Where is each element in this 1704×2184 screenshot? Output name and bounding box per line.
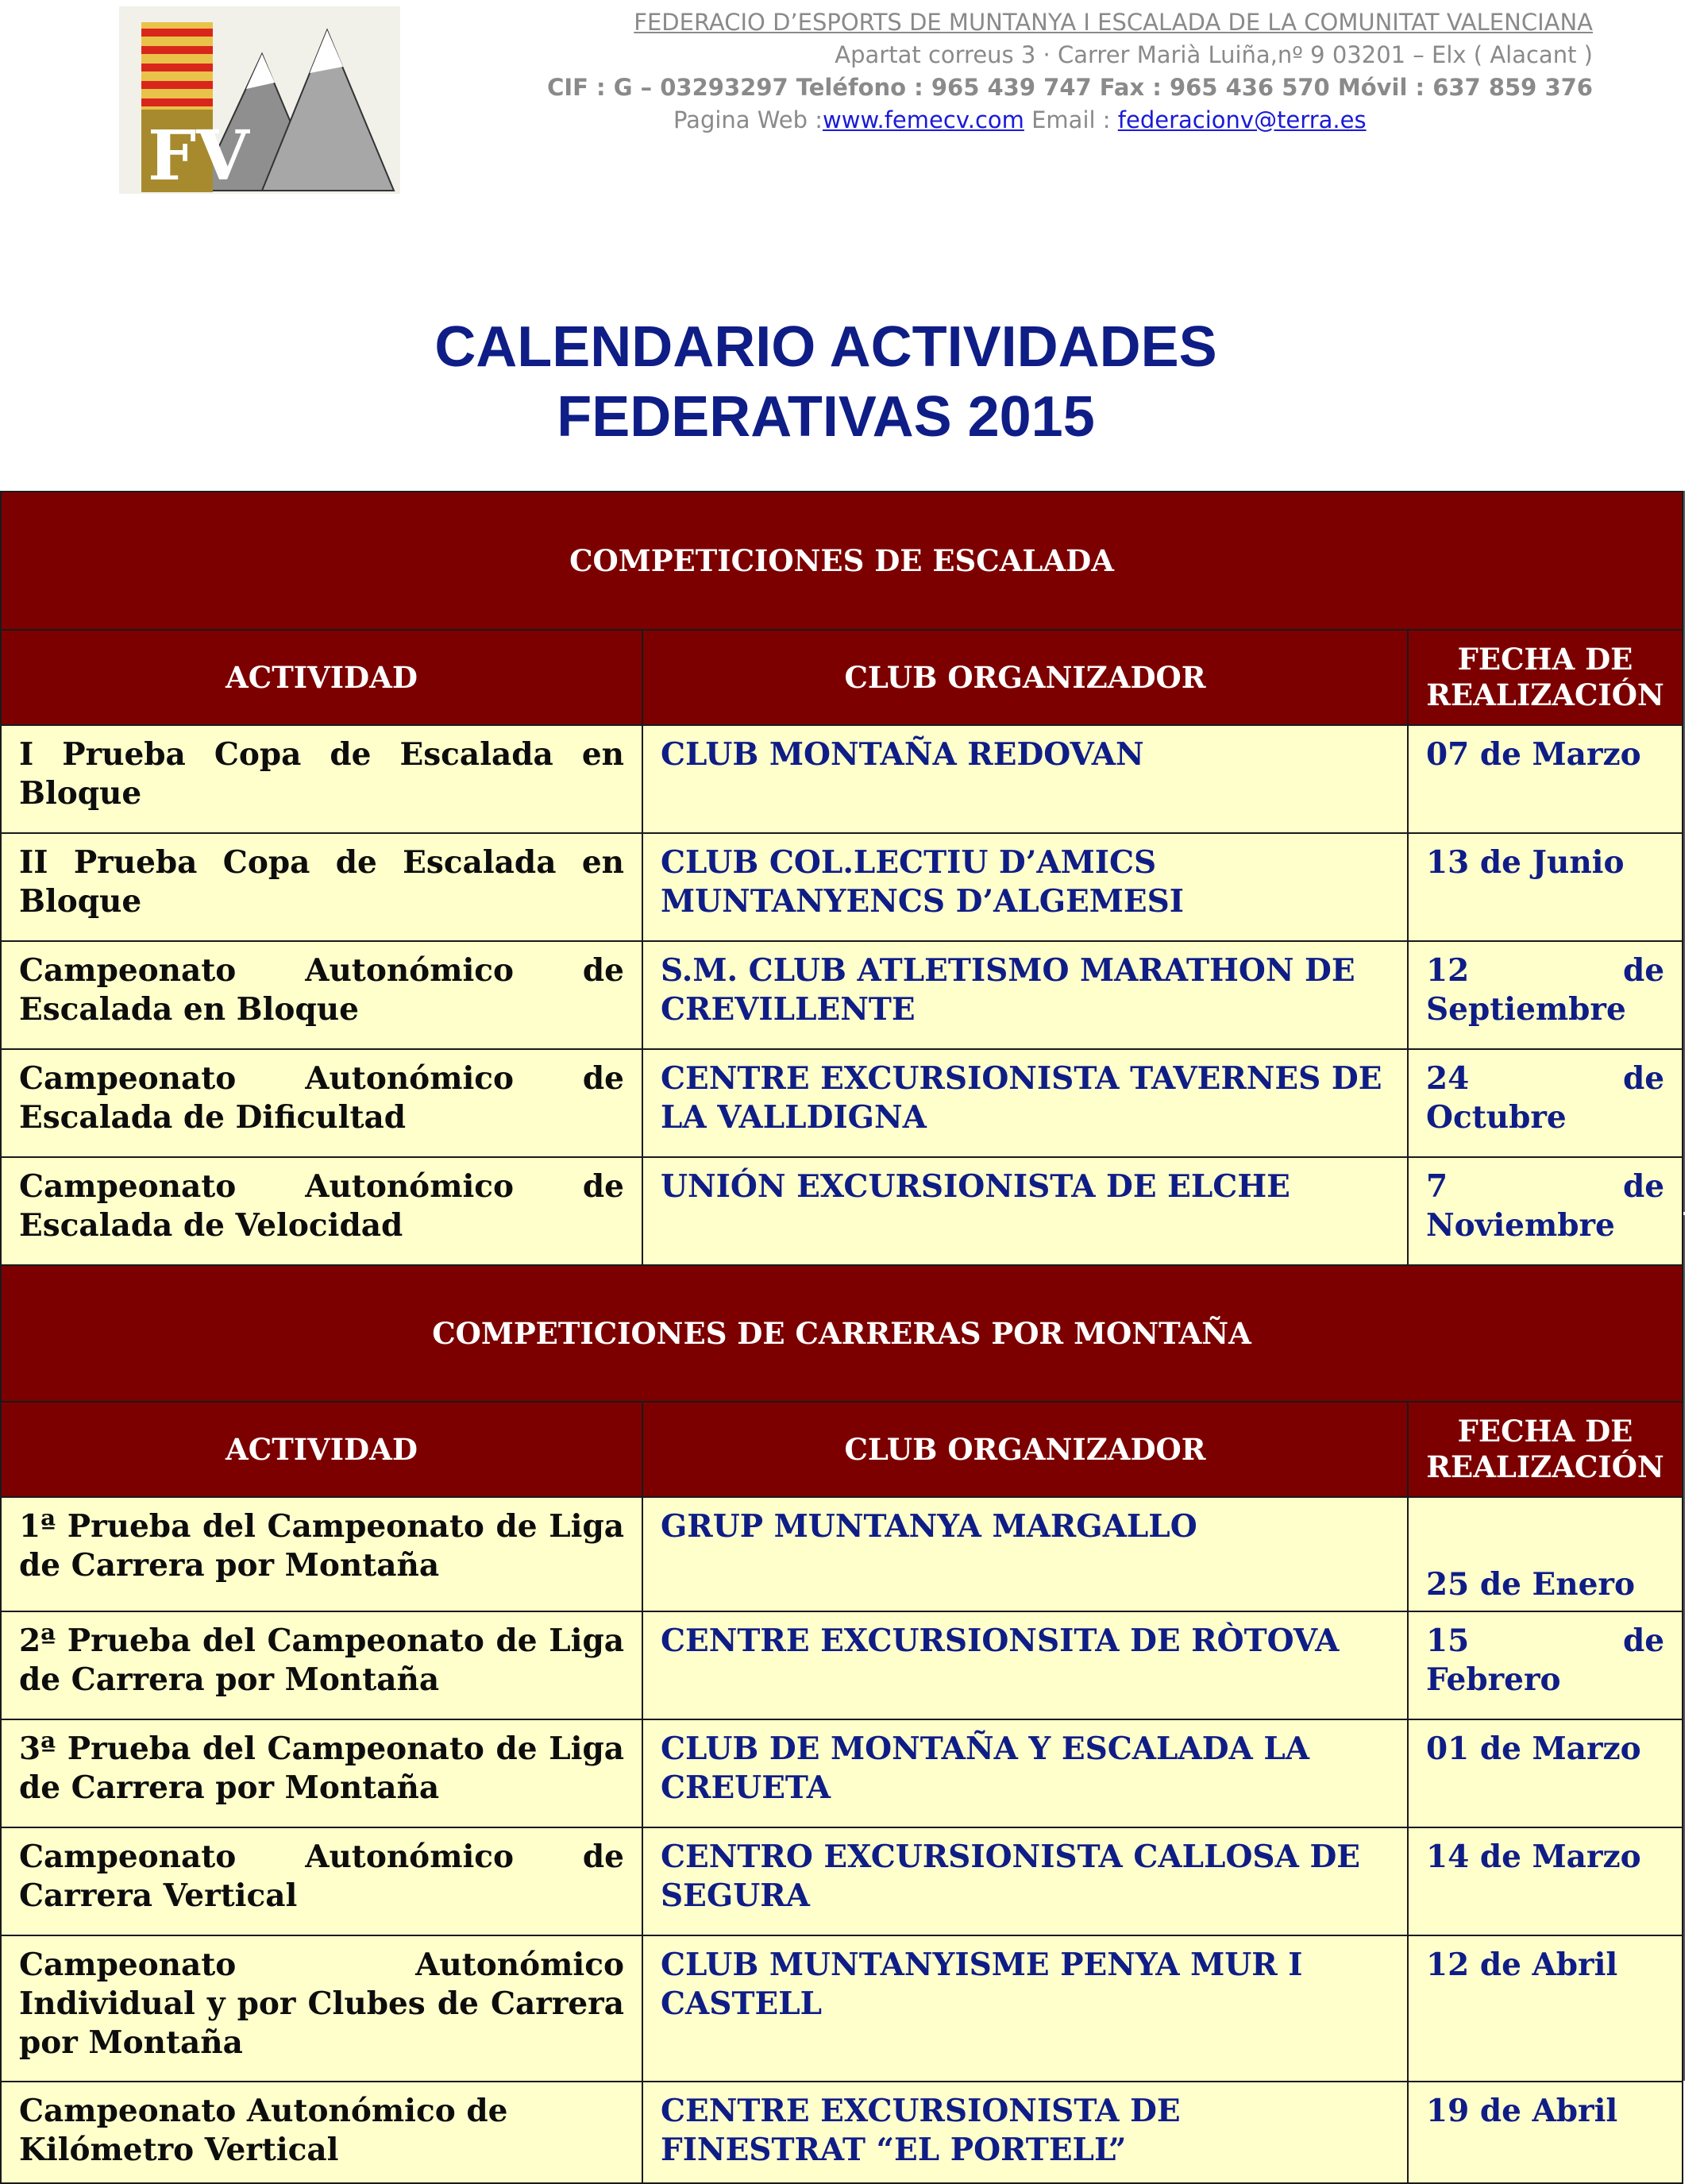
activity-cell: I Prueba Copa de Escalada en Bloque [1, 725, 642, 833]
club-cell: CLUB DE MONTAÑA Y ESCALADA LA CREUETA [642, 1719, 1408, 1827]
table-row [1, 1157, 1683, 1265]
date-cell: 14 de Marzo [1408, 1827, 1683, 1935]
federation-logo [119, 6, 400, 194]
club-cell: CLUB COL.LECTIU D’AMICS MUNTANYENCS D’ALGEMESI [642, 833, 1408, 941]
table-row [1, 1719, 1683, 1827]
table-row [1, 941, 1683, 1049]
table-row [1, 2082, 1683, 2183]
column-header-activity: ACTIVIDAD [1, 630, 642, 725]
club-cell: CENTRE EXCURSIONISTA DE FINESTRAT “EL PORTELL” [642, 2082, 1408, 2183]
web-label: Pagina Web : [673, 106, 823, 133]
date-cell: 07 de Marzo [1408, 725, 1683, 833]
mountain-logo-icon [119, 6, 400, 194]
letterhead-text [402, 6, 1593, 137]
table-row [1, 833, 1683, 941]
date-cell: 15 de Febrero [1408, 1611, 1683, 1719]
date-cell: 25 de Enero [1408, 1497, 1683, 1611]
column-header-row [1, 1402, 1683, 1497]
date-cell: 24 de Octubre [1408, 1049, 1683, 1157]
address-line: Apartat correus 3 · Carrer Marià Luiña,nº 9 03201 – Elx ( Alacant ) [835, 41, 1593, 68]
club-cell: S.M. CLUB ATLETISMO MARATHON DE CREVILLENTE [642, 941, 1408, 1049]
date-cell: 12 de Abril [1408, 1935, 1683, 2082]
email-label: Email : [1024, 106, 1118, 133]
table-row [1, 1935, 1683, 2082]
web-email-line [402, 104, 1593, 137]
club-cell: UNIÓN EXCURSIONISTA DE ELCHE [642, 1157, 1408, 1265]
column-header-club: CLUB ORGANIZADOR [642, 1402, 1408, 1497]
date-cell: 19 de Abril [1408, 2082, 1683, 2183]
column-header-date: FECHA DE REALIZACIÓN [1408, 630, 1683, 725]
activity-cell: Campeonato Autonómico de Kilómetro Vertical [1, 2082, 642, 2183]
section-title: COMPETICIONES DE ESCALADA [1, 492, 1683, 630]
web-link[interactable]: www.femecv.com [823, 106, 1024, 133]
activity-cell: II Prueba Copa de Escalada en Bloque [1, 833, 642, 941]
activity-cell: Campeonato Autonómico Individual y por Clubes de Carrera por Montaña [1, 1935, 642, 2082]
svg-text:FV: FV [148, 116, 249, 194]
club-cell: CLUB MUNTANYISME PENYA MUR I CASTELL [642, 1935, 1408, 2082]
document-title [0, 312, 1652, 452]
table-row [1, 1827, 1683, 1935]
column-header-club: CLUB ORGANIZADOR [642, 630, 1408, 725]
date-cell: 01 de Marzo [1408, 1719, 1683, 1827]
date-cell: 13 de Junio [1408, 833, 1683, 941]
activity-cell: Campeonato Autonómico de Escalada de Dificultad [1, 1049, 642, 1157]
club-cell: CENTRE EXCURSIONISTA TAVERNES DE LA VALLDIGNA [642, 1049, 1408, 1157]
date-cell: 7 de Noviembre [1408, 1157, 1683, 1265]
activity-cell: 2ª Prueba del Campeonato de Liga de Carrera por Montaña [1, 1611, 642, 1719]
club-cell: CLUB MONTAÑA REDOVAN [642, 725, 1408, 833]
email-link[interactable]: federacionv@terra.es [1117, 106, 1367, 133]
section-title: COMPETICIONES DE CARRERAS POR MONTAÑA [1, 1265, 1683, 1402]
date-cell: 12 de Septiembre [1408, 941, 1683, 1049]
section-header-mountain-running [1, 1265, 1683, 1402]
title-line-2: FEDERATIVAS 2015 [557, 385, 1095, 449]
contact-line: CIF : G – 03293297 Teléfono : 965 439 747 Fax : 965 436 570 Móvil : 637 859 376 [547, 74, 1593, 101]
federation-name: FEDERACIO D’ESPORTS DE MUNTANYA I ESCALADA DE LA COMUNITAT VALENCIANA [634, 9, 1593, 36]
column-header-row [1, 630, 1683, 725]
table-row [1, 725, 1683, 833]
table-row [1, 1049, 1683, 1157]
activity-cell: Campeonato Autonómico de Escalada de Velocidad [1, 1157, 642, 1265]
column-header-activity: ACTIVIDAD [1, 1402, 642, 1497]
activity-cell: 3ª Prueba del Campeonato de Liga de Carrera por Montaña [1, 1719, 642, 1827]
activities-calendar-table [0, 491, 1683, 2184]
club-cell: GRUP MUNTANYA MARGALLO [642, 1497, 1408, 1611]
activity-cell: Campeonato Autonómico de Carrera Vertical [1, 1827, 642, 1935]
table-row [1, 1497, 1683, 1611]
title-line-1: CALENDARIO ACTIVIDADES [434, 315, 1217, 379]
column-header-date: FECHA DE REALIZACIÓN [1408, 1402, 1683, 1497]
club-cell: CENTRO EXCURSIONISTA CALLOSA DE SEGURA [642, 1827, 1408, 1935]
activity-cell: 1ª Prueba del Campeonato de Liga de Carrera por Montaña [1, 1497, 642, 1611]
section-header-climbing [1, 492, 1683, 630]
activity-cell: Campeonato Autonómico de Escalada en Bloque [1, 941, 642, 1049]
table-row [1, 1611, 1683, 1719]
club-cell: CENTRE EXCURSIONSITA DE RÒTOVA [642, 1611, 1408, 1719]
